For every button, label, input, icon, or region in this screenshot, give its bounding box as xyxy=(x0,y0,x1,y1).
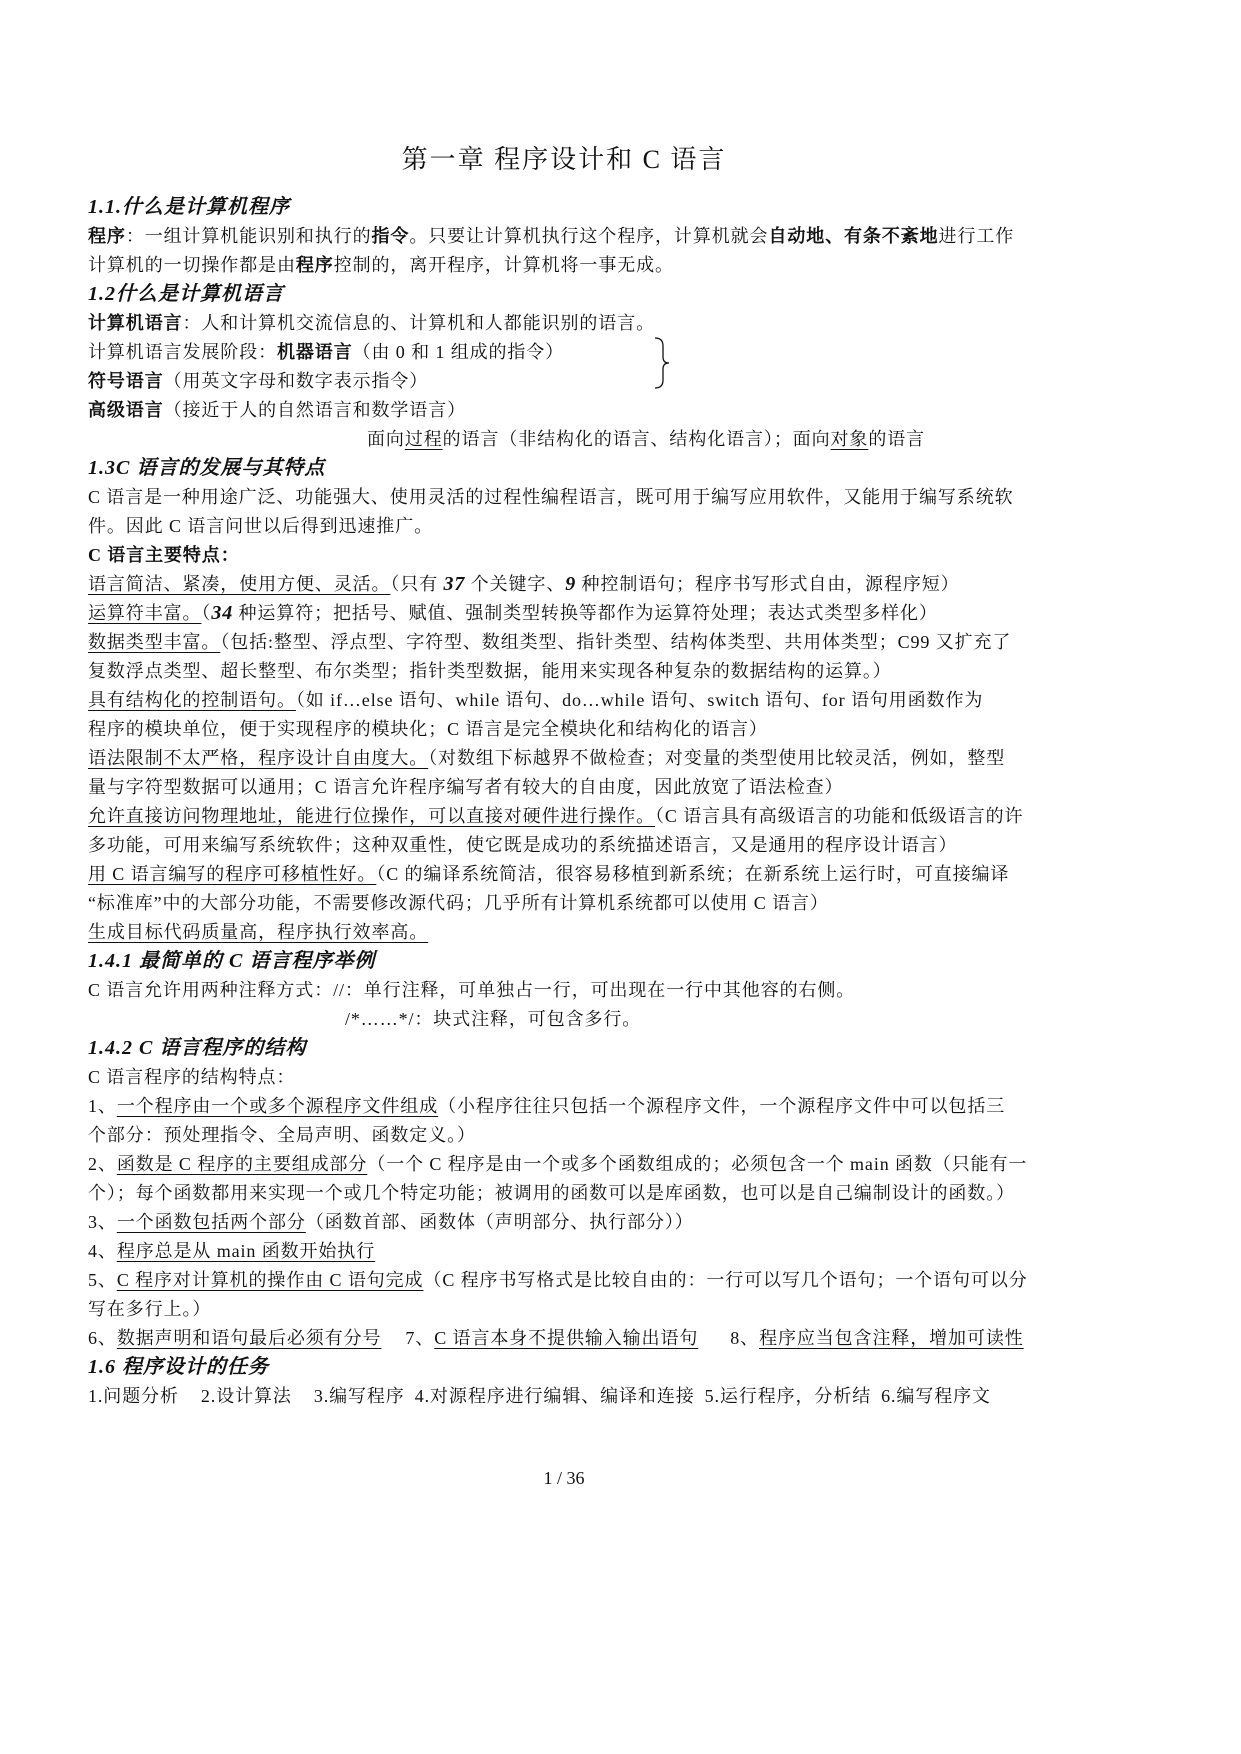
feature-detail: （如 if…else 语句、while 语句、do…while 语句、switch 语句、for 语句用函数作为 xyxy=(295,690,984,710)
stage-name: 高级语言 xyxy=(88,400,164,420)
task-item: 1.问题分析 xyxy=(88,1386,179,1406)
paragraph-line xyxy=(88,251,1048,280)
point-name: 一个程序由一个或多个源程序文件组成 xyxy=(116,1096,439,1116)
point-name: 程序应当包含注释，增加可读性 xyxy=(759,1328,1024,1348)
feature-name: 允许直接访问物理地址，能进行位操作，可以直接对硬件进行操作。 xyxy=(88,806,655,826)
point-number: 1、 xyxy=(88,1096,117,1116)
feature-line xyxy=(88,802,1048,831)
stage-desc: （接近于人的自然语言和数学语言） xyxy=(163,400,467,420)
point-number: 2、 xyxy=(88,1154,117,1174)
stage-line xyxy=(88,396,1048,425)
chapter-title: 第一章 程序设计和 C 语言 xyxy=(401,145,727,174)
bold-term: 程序 xyxy=(88,226,126,246)
point-number: 6、 xyxy=(88,1328,117,1348)
feature-name: 生成目标代码质量高，程序执行效率高。 xyxy=(88,922,429,942)
feature-continuation: “标准库”中的大部分功能，不需要修改源代码；几乎所有计算机系统都可以使用 C 语言） xyxy=(88,893,829,913)
heading-1-3: 1.3C 语言的发展与其特点 xyxy=(88,457,326,479)
comment-intro: C 语言允许用两种注释方式：//：单行注释，可单独占一行，可出现在一行中其他容的右侧。 xyxy=(88,980,856,1000)
text-run: （ xyxy=(201,603,212,623)
point-name: 函数是 C 程序的主要组成部分 xyxy=(116,1154,368,1174)
feature-detail: （包括:整型、浮点型、字符型、数组类型、指针类型、结构体类型、共用体类型；C99 又扩充了 xyxy=(220,632,1012,652)
point-name: 程序总是从 main 函数开始执行 xyxy=(116,1241,376,1261)
bold-term: 计算机语言 xyxy=(88,313,183,333)
point-continuation: 个）；每个函数都用来实现一个或几个特定功能；被调用的函数可以是库函数，也可以是自己编制设计的函数。） xyxy=(88,1183,1015,1203)
text-run: 个关键字、 xyxy=(465,574,566,594)
stage-desc: （用英文字母和数字表示指令） xyxy=(163,371,429,391)
point-continuation: 写在多行上。） xyxy=(88,1299,212,1319)
feature-line xyxy=(88,686,1048,715)
task-item: 2.设计算法 xyxy=(200,1386,292,1406)
feature-name: 语法限制不太严格，程序设计自由度大。 xyxy=(88,748,429,768)
feature-line xyxy=(88,744,1048,773)
text-run: 计算机的一切操作都是由 xyxy=(88,255,296,275)
feature-detail: （C 的编译系统简洁，很容易移植到新系统；在新系统上运行时，可直接编译 xyxy=(376,864,1010,884)
feature-name: 用 C 语言编写的程序可移植性好。 xyxy=(88,864,377,884)
point-line xyxy=(88,1092,1048,1121)
stages-label: 计算机语言发展阶段： xyxy=(88,342,277,362)
paragraph-line: C 语言是一种用途广泛、功能强大、使用灵活的过程性编程语言，既可用于编写应用软件，又能用于编写系统软 xyxy=(88,487,1014,507)
task-item: 6.编写程序文 xyxy=(881,1386,991,1406)
feature-line xyxy=(88,628,1048,657)
feature-line xyxy=(88,599,1048,628)
page-number: 1 / 36 xyxy=(543,1468,585,1488)
text-run: 的语言（非结构化的语言、结构化语言）；面向 xyxy=(442,429,831,449)
block-comment-line: /*……*/：块式注释，可包含多行。 xyxy=(345,1009,642,1029)
text-run: 种控制语句；程序书写形式自由，源程序短） xyxy=(576,574,960,594)
feature-name: 语言简洁、紧凑，使用方便、灵活。 xyxy=(88,574,391,594)
stage-name: 机器语言 xyxy=(277,342,353,362)
feature-line xyxy=(88,570,1048,599)
paragraph-line: 件。因此 C 语言问世以后得到迅速推广。 xyxy=(88,516,434,536)
bold-term: 自动地、有条不紊地 xyxy=(768,226,939,246)
bold-term: 指令 xyxy=(371,226,410,246)
feature-line xyxy=(88,918,1048,947)
feature-name: 运算符丰富。 xyxy=(88,603,202,623)
page-body xyxy=(88,193,1048,1411)
underlined-term: 过程 xyxy=(404,429,443,449)
text-run: 的语言 xyxy=(868,429,926,449)
point-detail: （C 程序书写格式是比较自由的：一行可以写几个语句；一个语句可以分 xyxy=(423,1270,1028,1290)
stage-name: 符号语言 xyxy=(88,371,164,391)
text-run: ：人和计算机交流信息的、计算机和人都能识别的语言。 xyxy=(182,313,655,333)
stage-line xyxy=(88,338,1048,367)
text-run: （只有 xyxy=(390,574,444,594)
heading-1-6: 1.6 程序设计的任务 xyxy=(88,1356,269,1378)
point-continuation: 个部分：预处理指令、全局声明、函数定义。） xyxy=(88,1125,476,1145)
definition-line xyxy=(88,309,1048,338)
text-run: 种运算符；把括号、赋值、强制类型转换等都作为运算符处理；表达式类型多样化） xyxy=(233,603,938,623)
feature-name: 数据类型丰富。 xyxy=(88,632,221,652)
stage-line xyxy=(88,367,1048,396)
point-line xyxy=(88,1324,1048,1353)
emphasis-number: 37 xyxy=(443,573,466,595)
task-item: 5.运行程序，分析结 xyxy=(704,1386,872,1406)
point-detail: （小程序往往只包括一个源程序文件，一个源程序文件中可以包括三 xyxy=(438,1096,1006,1116)
underlined-term: 对象 xyxy=(830,429,869,449)
text-run: ：一组计算机能识别和执行的 xyxy=(125,226,372,246)
point-name: C 程序对计算机的操作由 C 语句完成 xyxy=(116,1270,424,1290)
text-run: 控制的，离开程序，计算机将一事无成。 xyxy=(333,255,674,275)
point-number: 5、 xyxy=(88,1270,117,1290)
point-line xyxy=(88,1237,1048,1266)
structure-intro: C 语言程序的结构特点： xyxy=(88,1067,296,1087)
point-line xyxy=(88,1266,1048,1295)
feature-continuation: 程序的模块单位，便于实现程序的模块化；C 语言是完全模块化和结构化的语言） xyxy=(88,719,768,739)
point-name: C 语言本身不提供输入输出语句 xyxy=(434,1328,699,1348)
point-number: 8、 xyxy=(730,1328,760,1348)
task-item: 4.对源程序进行编辑、编译和连接 xyxy=(414,1386,695,1406)
feature-line xyxy=(88,860,1048,889)
point-number: 3、 xyxy=(88,1212,117,1232)
point-number: 4、 xyxy=(88,1241,117,1261)
text-run: 面向 xyxy=(367,429,405,449)
heading-1-4-2: 1.4.2 C 语言程序的结构 xyxy=(88,1037,307,1059)
paradigm-line xyxy=(88,425,1048,454)
point-name: 数据声明和语句最后必须有分号 xyxy=(116,1328,382,1348)
feature-continuation: 量与字符型数据可以通用；C 语言允许程序编写者有较大的自由度，因此放宽了语法检查） xyxy=(88,777,844,797)
point-detail: （函数首部、函数体（声明部分、执行部分）） xyxy=(305,1212,694,1232)
bold-term: 程序 xyxy=(295,255,334,275)
heading-1-2: 1.2什么是计算机语言 xyxy=(88,283,284,305)
feature-name: 具有结构化的控制语句。 xyxy=(88,690,296,710)
emphasis-number: 34 xyxy=(211,602,234,624)
features-title: C 语言主要特点： xyxy=(88,545,240,565)
feature-continuation: 复数浮点类型、超长整型、布尔类型；指针类型数据，能用来实现各种复杂的数据结构的运算。） xyxy=(88,661,892,681)
emphasis-number: 9 xyxy=(565,573,577,595)
heading-1-4-1: 1.4.1 最简单的 C 语言程序举例 xyxy=(88,950,376,972)
stage-desc: （由 0 和 1 组成的指令） xyxy=(352,342,565,362)
text-run: 。只要让计算机执行这个程序，计算机就会 xyxy=(409,226,769,246)
heading-1-1: 1.1.什么是计算机程序 xyxy=(88,196,290,218)
task-list-line xyxy=(88,1382,1048,1411)
point-line xyxy=(88,1208,1048,1237)
text-run: 进行工作 xyxy=(938,226,1015,246)
paragraph-line xyxy=(88,222,1048,251)
feature-continuation: 多功能，可用来编写系统软件；这种双重性，使它既是成功的系统描述语言，又是通用的程序设计语言） xyxy=(88,835,958,855)
task-item: 3.编写程序 xyxy=(313,1386,405,1406)
point-name: 一个函数包括两个部分 xyxy=(116,1212,306,1232)
feature-detail: （对数组下标越界不做检查；对变量的类型使用比较灵活，例如，整型 xyxy=(428,748,1006,768)
point-number: 7、 xyxy=(405,1328,435,1348)
feature-detail: （C 语言具有高级语言的功能和低级语言的许 xyxy=(655,806,1024,826)
point-detail: （一个 C 程序是由一个或多个函数组成的；必须包含一个 main 函数（只能有一 xyxy=(367,1154,1028,1174)
point-line xyxy=(88,1150,1048,1179)
